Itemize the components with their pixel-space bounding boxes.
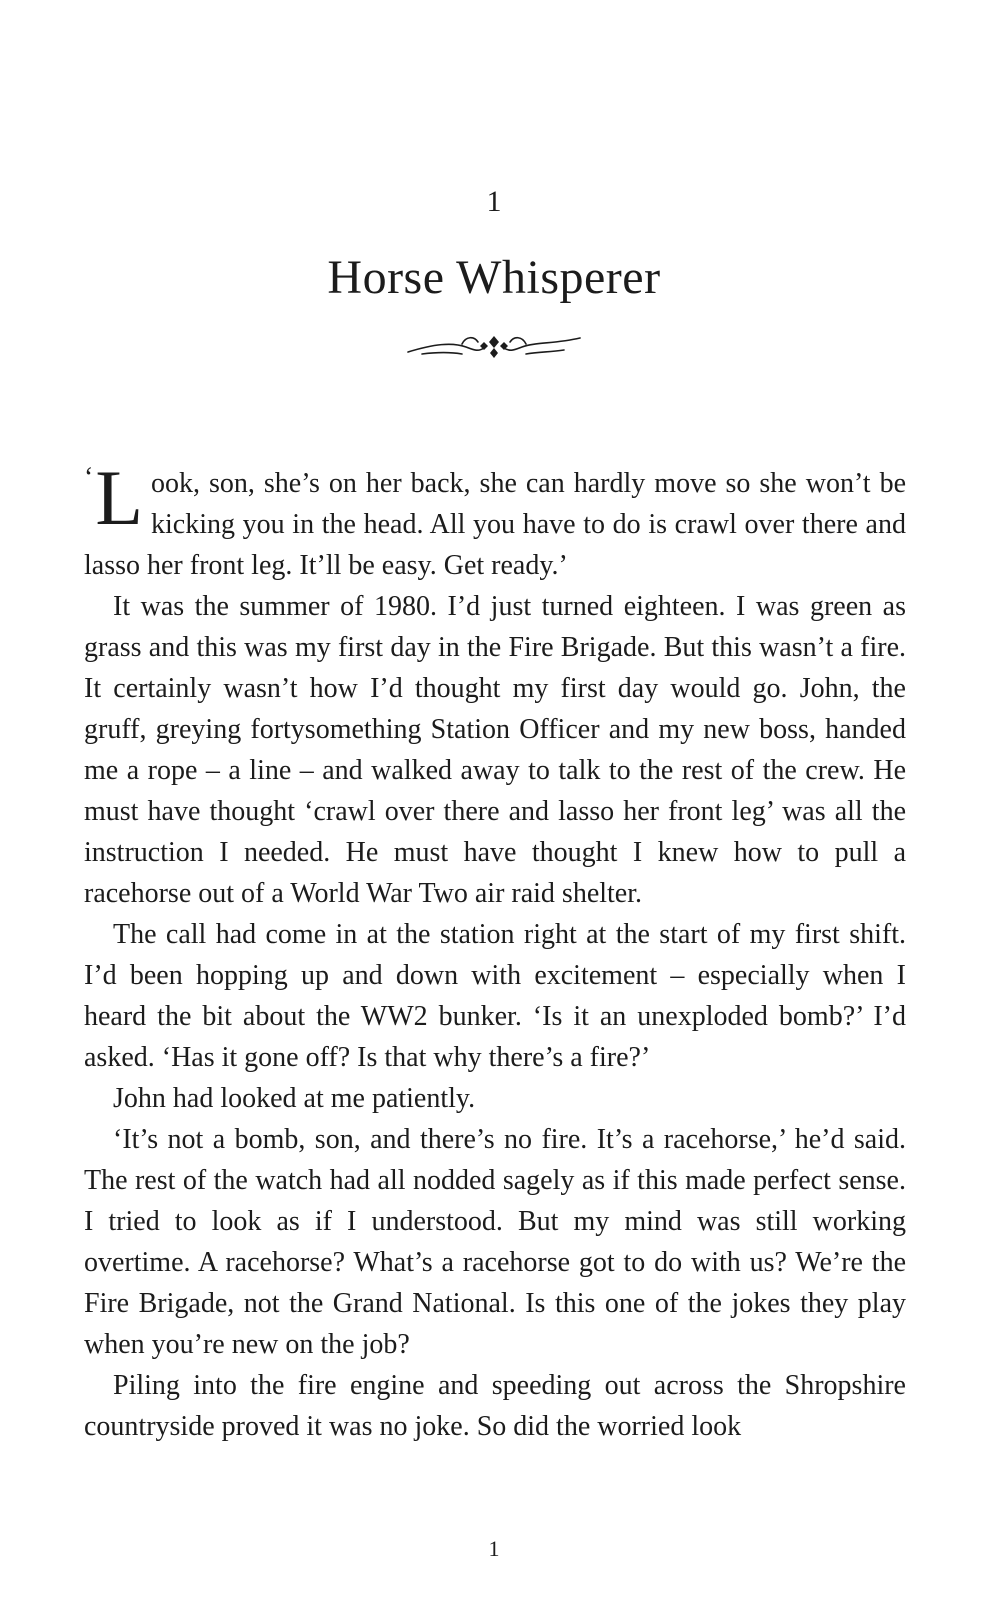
chapter-title: Horse Whisperer — [327, 251, 661, 304]
paragraph: The call had come in at the station right at the start of my first shift. I’d been hopping up and down with excitement – especially when I heard the bit about the WW2 bunker. ‘Is it an unexploded bomb?’ I’d asked. ‘Has it gone off? Is that why there’s a fire?’ — [84, 919, 906, 1073]
opening-quote-mark: ‘ — [84, 462, 94, 493]
paragraph: Piling into the fire engine and speeding out across the Shropshire countryside proved it was no joke. So did the worried look — [84, 1370, 906, 1442]
paragraph: It was the summer of 1980. I’d just turned eighteen. I was green as grass and this was my first day in the Fire Brigade. But this wasn’t a fire. It certainly wasn’t how I’d thought my first day would go. John, the gruff, greying fortysomething Station Officer and my new boss, handed me a rope – a line – and walked away to talk to the rest of the crew. He must have thought ‘crawl over there and lasso her front leg’ was all the instruction I needed. He must have thought I knew how to pull a racehorse out of a World War Two air raid shelter. — [84, 591, 906, 909]
paragraph: John had looked at me patiently. — [113, 1083, 476, 1114]
drop-cap: L — [95, 454, 143, 541]
flourish-ornament-icon — [404, 330, 584, 364]
chapter-body — [84, 454, 906, 1447]
paragraph — [84, 454, 906, 586]
paragraph: ‘It’s not a bomb, son, and there’s no fire. It’s a racehorse,’ he’d said. The rest of the watch had all nodded sagely as if this made perfect sense. I tried to look as if I understood. But my mind was still working overtime. A racehorse? What’s a racehorse got to do with us? We’re the Fire Brigade, not the Grand National. Is this one of the jokes they play when you’re new on the job? — [84, 1124, 906, 1360]
chapter-number: 1 — [486, 185, 502, 218]
paragraph-text: ook, son, she’s on her back, she can hardly move so she won’t be kicking you in the head. All you have to do is crawl over there and lasso her front leg. It’ll be easy. Get ready.’ — [84, 468, 906, 581]
page-number: 1 — [488, 1536, 500, 1561]
